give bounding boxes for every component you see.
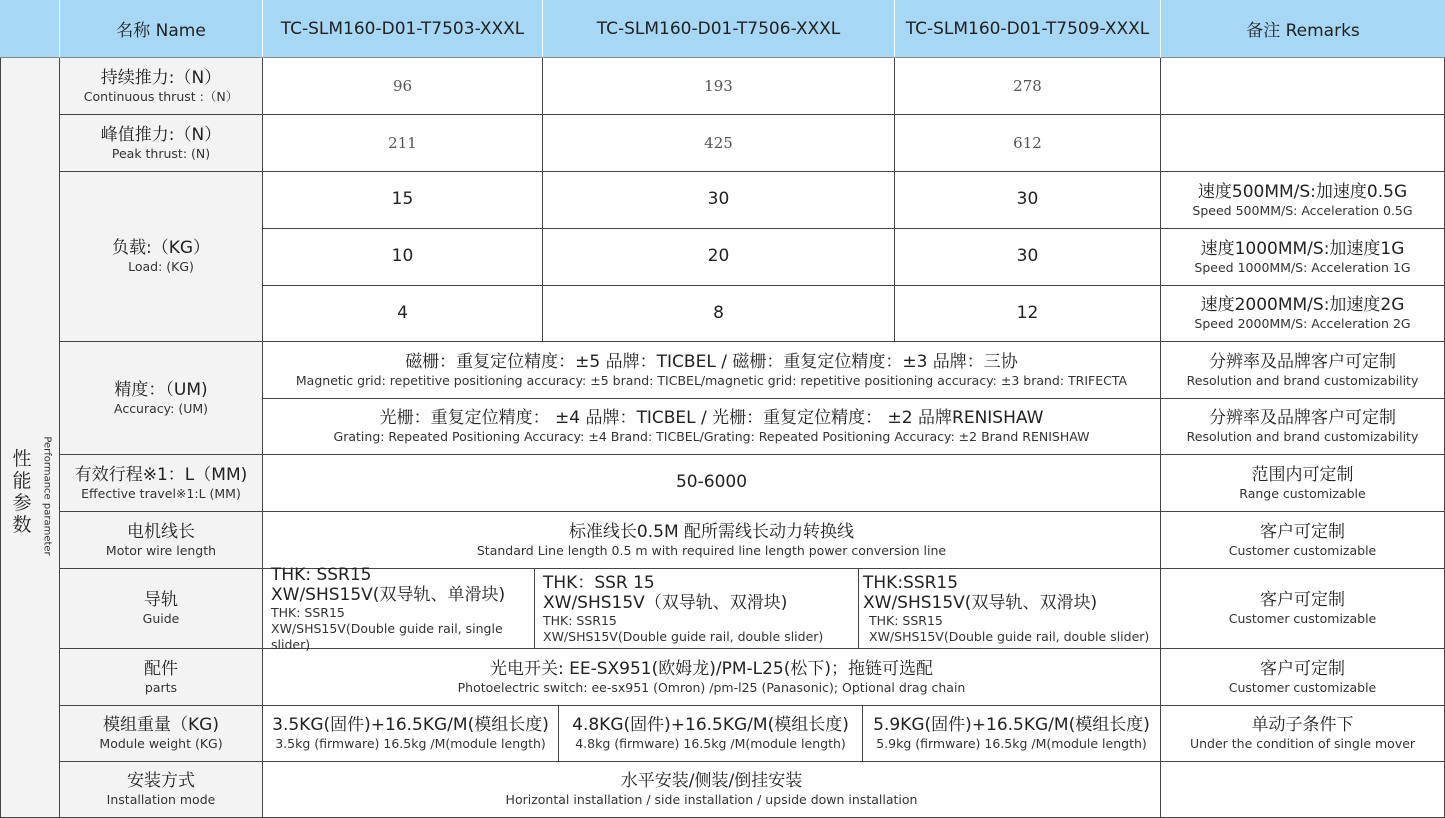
label-en: parts	[144, 679, 178, 695]
remark-en: Customer customizable	[1228, 611, 1377, 627]
value-cell: 96	[263, 58, 543, 115]
remark-zh: 范围内可定制	[1251, 464, 1354, 485]
header-blank	[0, 0, 60, 58]
value-cell: 4	[263, 286, 543, 342]
label-parts	[60, 649, 263, 706]
travel-value: 50-6000	[263, 455, 1161, 512]
header-name: 名称 Name	[60, 0, 263, 58]
value-cell: 15	[263, 172, 543, 229]
remark-cell	[1161, 706, 1445, 762]
label-weight	[60, 706, 263, 762]
guide-zh-line: XW/SHS15V(双导轨、双滑块)	[863, 592, 1098, 613]
remark-en: Resolution and brand customizability	[1186, 429, 1419, 445]
value-cell: 278	[895, 58, 1161, 115]
remark-en: Customer customizable	[1228, 542, 1377, 558]
value-en: Photoelectric switch: ee-sx951 (Omron) /pm-l25 (Panasonic); Optional drag chain	[457, 679, 966, 695]
remark-cell	[1161, 172, 1445, 229]
remark-cell	[1161, 399, 1445, 455]
value-cell: 30	[895, 229, 1161, 286]
label-en: Continuous thrust :（N）	[83, 88, 239, 104]
value-en: Magnetic grid: repetitive positioning accuracy: ±5 brand: TICBEL/magnetic grid: repetitive positioning accuracy: ±3 brand: TRIFECTA	[295, 372, 1128, 388]
guide-cell	[535, 569, 859, 649]
value-zh: 5.9KG(固件)+16.5KG/M(模组长度)	[873, 715, 1150, 736]
value-cell: 211	[263, 115, 543, 172]
value-cell: 612	[895, 115, 1161, 172]
label-travel	[60, 455, 263, 512]
remark-en: Speed 1000MM/S: Acceleration 1G	[1194, 259, 1411, 275]
label-zh: 安装方式	[127, 771, 195, 792]
label-guide	[60, 569, 263, 649]
header-model-1: TC-SLM160-D01-T7503-XXXL	[263, 0, 543, 58]
remark-zh: 分辨率及品牌客户可定制	[1209, 351, 1396, 372]
remark-en: Resolution and brand customizability	[1186, 372, 1419, 388]
guide-cell	[859, 569, 1161, 649]
remark-cell	[1161, 229, 1445, 286]
label-zh: 持续推力:（N）	[100, 67, 222, 88]
remark-cell	[1161, 455, 1445, 512]
remark-cell	[1161, 649, 1445, 706]
value-cell: 425	[543, 115, 895, 172]
value-zh: 4.8KG(固件)+16.5KG/M(模组长度)	[572, 715, 849, 736]
value-en: Horizontal installation / side installation / upside down installation	[505, 792, 918, 808]
remark-zh: 单动子条件下	[1251, 715, 1354, 736]
label-zh: 负载:（KG）	[111, 238, 211, 259]
label-load	[60, 172, 263, 342]
label-en: Load: (KG)	[128, 259, 194, 275]
remark-en: Speed 500MM/S: Acceleration 0.5G	[1192, 202, 1413, 218]
remark-zh: 客户可定制	[1260, 521, 1345, 542]
remark-cell	[1161, 58, 1445, 115]
label-zh: 导轨	[144, 590, 178, 611]
header-model-2: TC-SLM160-D01-T7506-XXXL	[543, 0, 895, 58]
value-en: 4.8kg (firmware) 16.5kg /M(module length)	[575, 736, 846, 752]
remark-zh: 速度1000MM/S:加速度1G	[1200, 238, 1405, 259]
label-zh: 配件	[144, 658, 178, 679]
label-install	[60, 762, 263, 818]
parts-value	[263, 649, 1161, 706]
motor-wire-value	[263, 512, 1161, 569]
guide-en-line: THK: SSR15	[271, 604, 345, 620]
label-accuracy	[60, 342, 263, 455]
value-zh: 水平安装/侧装/倒挂安装	[620, 771, 803, 792]
value-zh: 光栅：重复定位精度： ±4 品牌：TICBEL / 光栅：重复定位精度： ±2 品牌RENISHAW	[379, 408, 1044, 429]
value-cell: 20	[543, 229, 895, 286]
label-zh: 电机线长	[127, 521, 195, 542]
remark-en: Under the condition of single mover	[1189, 736, 1416, 752]
label-zh: 有效行程※1：L（MM)	[74, 464, 248, 485]
value-cell: 30	[895, 172, 1161, 229]
label-continuous-thrust	[60, 58, 263, 115]
value-zh: 3.5KG(固件)+16.5KG/M(模组长度)	[272, 715, 549, 736]
header-remarks: 备注 Remarks	[1161, 0, 1445, 58]
remark-cell	[1161, 569, 1445, 649]
value-en: Standard Line length 0.5 m with required line length power conversion line	[476, 542, 947, 558]
guide-en-line: THK: SSR15	[543, 612, 617, 628]
remark-zh: 速度500MM/S:加速度0.5G	[1197, 181, 1408, 202]
remark-cell	[1161, 512, 1445, 569]
guide-zh-line: XW/SHS15V(双导轨、单滑块)	[271, 584, 506, 605]
guide-en-line: THK: SSR15	[869, 612, 943, 628]
remark-zh: 分辨率及品牌客户可定制	[1209, 408, 1396, 429]
guide-en-line: XW/SHS15V(Double guide rail, single slider)	[271, 620, 503, 652]
label-en: Motor wire length	[105, 542, 217, 558]
accuracy-grating-cell	[263, 399, 1161, 455]
remark-cell	[1161, 286, 1445, 342]
label-zh: 精度：（UM)	[114, 379, 208, 400]
value-cell: 193	[543, 58, 895, 115]
value-zh: 磁栅：重复定位精度：±5 品牌：TICBEL / 磁栅：重复定位精度：±3 品牌：三协	[405, 351, 1018, 372]
weight-cell	[263, 706, 559, 762]
label-zh: 模组重量（KG)	[103, 715, 219, 736]
install-value	[263, 762, 1161, 818]
guide-en-line: XW/SHS15V(Double guide rail, double slider)	[869, 628, 1150, 644]
label-peak-thrust	[60, 115, 263, 172]
remark-zh: 速度2000MM/S:加速度2G	[1200, 295, 1405, 316]
value-cell: 8	[543, 286, 895, 342]
value-en: 3.5kg (firmware) 16.5kg /M(module length)	[275, 736, 546, 752]
value-zh: 标准线长0.5M 配所需线长动力转换线	[568, 521, 855, 542]
remark-cell	[1161, 762, 1445, 818]
remark-zh: 客户可定制	[1260, 658, 1345, 679]
remark-cell	[1161, 342, 1445, 399]
side-category-en: Performance parameter	[41, 436, 53, 556]
label-en: Guide	[142, 611, 180, 627]
label-motor-wire	[60, 512, 263, 569]
guide-zh-line: THK:SSR15	[863, 572, 959, 593]
weight-cell	[863, 706, 1161, 762]
remark-en: Range customizable	[1239, 485, 1366, 501]
value-cell: 10	[263, 229, 543, 286]
guide-cell	[263, 564, 535, 652]
guide-zh-line: THK: SSR15	[271, 564, 372, 585]
side-category	[0, 58, 60, 818]
label-en: Module weight (KG)	[99, 736, 223, 752]
label-en: Accuracy: (UM)	[113, 400, 209, 416]
value-en: Grating: Repeated Positioning Accuracy: ±4 Brand: TICBEL/Grating: Repeated Positioning Accuracy: ±2 Brand RENISHAW	[333, 429, 1090, 445]
weight-cell	[559, 706, 863, 762]
value-cell: 12	[895, 286, 1161, 342]
remark-en: Customer customizable	[1228, 679, 1377, 695]
label-en: Installation mode	[106, 792, 216, 808]
remark-en: Speed 2000MM/S: Acceleration 2G	[1194, 316, 1411, 332]
accuracy-magnetic-cell	[263, 342, 1161, 399]
label-en: Peak thrust: (N)	[111, 145, 211, 161]
value-zh: 光电开关: EE-SX951(欧姆龙)/PM-L25(松下)；拖链可选配	[489, 658, 934, 679]
value-en: 5.9kg (firmware) 16.5kg /M(module length)	[876, 736, 1147, 752]
remark-zh: 客户可定制	[1260, 590, 1345, 611]
header-model-3: TC-SLM160-D01-T7509-XXXL	[895, 0, 1161, 58]
guide-zh-line: XW/SHS15V（双导轨、双滑块)	[543, 592, 788, 613]
value-cell: 30	[543, 172, 895, 229]
remark-cell	[1161, 115, 1445, 172]
guide-en-line: XW/SHS15V(Double guide rail, double slider)	[543, 628, 824, 644]
label-en: Effective travel※1:L (MM)	[81, 485, 241, 501]
side-category-zh: 性能参数	[12, 448, 32, 536]
guide-zh-line: THK：SSR 15	[543, 572, 655, 593]
label-zh: 峰值推力:（N）	[100, 124, 222, 145]
